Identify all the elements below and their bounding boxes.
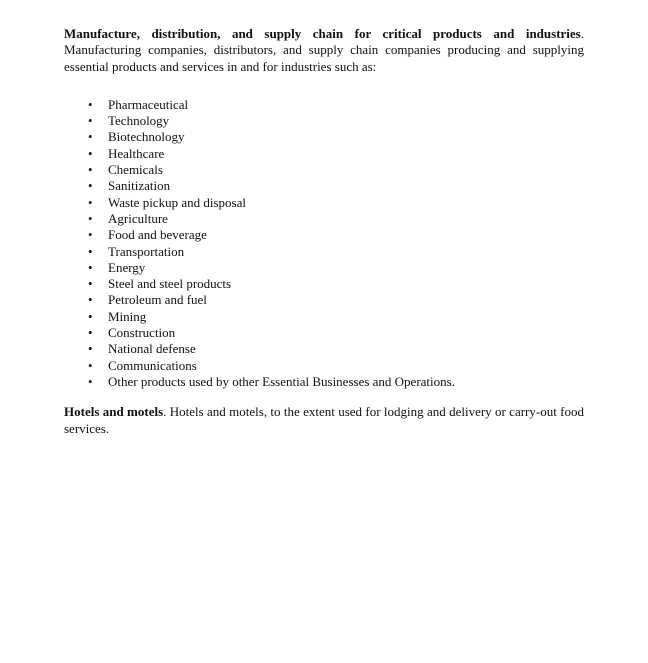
list-item-text: Transportation bbox=[108, 243, 185, 259]
bullet-icon: • bbox=[88, 373, 93, 389]
bullet-icon: • bbox=[88, 210, 93, 226]
bullet-icon: • bbox=[88, 243, 93, 259]
list-item bbox=[64, 195, 584, 211]
list-item bbox=[64, 341, 584, 357]
bullet-icon: • bbox=[88, 227, 93, 243]
section-hotels-heading-period: . bbox=[163, 404, 167, 420]
section-manufacture-paragraph bbox=[64, 26, 584, 75]
list-item bbox=[64, 244, 584, 260]
list-item bbox=[64, 292, 584, 308]
bullet-icon: • bbox=[88, 194, 93, 210]
list-item-text: Healthcare bbox=[108, 145, 165, 161]
list-item bbox=[64, 325, 584, 341]
bullet-icon: • bbox=[88, 308, 93, 324]
bullet-icon: • bbox=[88, 276, 93, 292]
bullet-icon: • bbox=[88, 292, 93, 308]
section-hotels-body: Hotels and motels, to the extent used for lodging and delivery or carry-out food services. bbox=[64, 404, 584, 436]
section-manufacture-body: Manufacturing companies, distributors, and supply chain companies producing and supplying essential products and services in and for industries such as: bbox=[64, 42, 584, 74]
document-page bbox=[64, 26, 584, 437]
list-item bbox=[64, 146, 584, 162]
list-item-text: Energy bbox=[108, 259, 146, 275]
list-item bbox=[64, 129, 584, 145]
bullet-icon: • bbox=[88, 162, 93, 178]
bullet-icon: • bbox=[88, 145, 93, 161]
bullet-icon: • bbox=[88, 96, 93, 112]
list-item-text: Waste pickup and disposal bbox=[108, 194, 246, 210]
bullet-icon: • bbox=[88, 357, 93, 373]
section-hotels-paragraph bbox=[64, 404, 584, 437]
bullet-icon: • bbox=[88, 178, 93, 194]
list-item-text: Construction bbox=[108, 325, 176, 341]
bullet-icon: • bbox=[88, 113, 93, 129]
bullet-icon: • bbox=[88, 129, 93, 145]
list-item bbox=[64, 276, 584, 292]
list-item-text: Chemicals bbox=[108, 162, 163, 178]
list-item bbox=[64, 162, 584, 178]
list-item-text: Petroleum and fuel bbox=[108, 292, 207, 308]
list-item-text: Sanitization bbox=[108, 178, 171, 194]
bullet-icon: • bbox=[88, 325, 93, 341]
list-item-text: Pharmaceutical bbox=[108, 96, 189, 112]
section-manufacture-heading-period: . bbox=[580, 26, 584, 41]
list-item bbox=[64, 97, 584, 113]
list-item-text: Biotechnology bbox=[108, 129, 185, 145]
list-item-text: Technology bbox=[108, 113, 170, 129]
list-item bbox=[64, 309, 584, 325]
list-item-text: Communications bbox=[108, 357, 197, 373]
list-item bbox=[64, 358, 584, 374]
bullet-icon: • bbox=[88, 259, 93, 275]
list-item bbox=[64, 211, 584, 227]
section-manufacture-heading: Manufacture, distribution, and supply chain for critical products and industries bbox=[64, 26, 581, 41]
list-item-text: Other products used by other Essential Businesses and Operations. bbox=[108, 373, 455, 389]
list-item-text: Steel and steel products bbox=[108, 276, 232, 292]
industries-list bbox=[64, 97, 584, 390]
list-item bbox=[64, 227, 584, 243]
list-item-text: Mining bbox=[108, 308, 147, 324]
list-item bbox=[64, 178, 584, 194]
list-item-text: Food and beverage bbox=[108, 227, 207, 243]
list-item bbox=[64, 113, 584, 129]
list-item-text: National defense bbox=[108, 341, 196, 357]
list-item bbox=[64, 374, 584, 390]
list-item-text: Agriculture bbox=[108, 210, 168, 226]
bullet-icon: • bbox=[88, 341, 93, 357]
list-item bbox=[64, 260, 584, 276]
section-hotels-heading: Hotels and motels bbox=[64, 404, 164, 420]
